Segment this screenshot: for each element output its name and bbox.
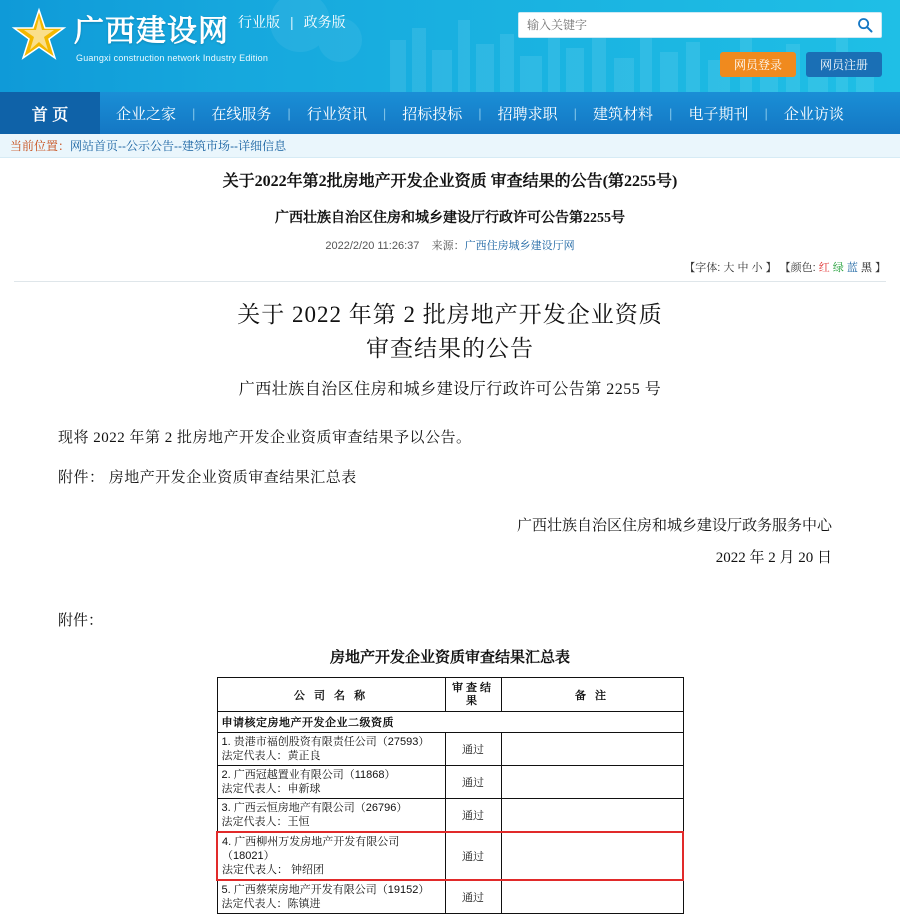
article-time: 2022/2/20 11:26:37 xyxy=(325,240,420,252)
note-cell xyxy=(501,733,683,766)
breadcrumb-item-2[interactable]: 建筑市场 xyxy=(182,139,231,153)
table-header-result: 审查结果 xyxy=(445,678,501,712)
table-section-label: 申请核定房地产开发企业二级资质 xyxy=(217,712,683,733)
result-cell: 通过 xyxy=(445,766,501,799)
nav-item-home[interactable]: 首 页 xyxy=(0,92,100,134)
results-table xyxy=(216,677,684,914)
article-header xyxy=(0,158,900,253)
company-name: 1. 贵港市福创股资有限责任公司（27593） xyxy=(221,736,430,748)
nav-item-4[interactable]: 招聘求职 xyxy=(497,105,558,123)
note-cell xyxy=(501,832,683,880)
legal-rep: 法定代表人：王恒 xyxy=(221,816,310,828)
company-name: 3. 广西云恒房地产有限公司（26796） xyxy=(221,802,408,814)
nav-item-1[interactable]: 在线服务 xyxy=(211,105,272,123)
doc-subtitle: 广西壮族自治区住房和城乡建设厅行政许可公告第 2255 号 xyxy=(238,381,662,398)
breadcrumb-sep: -- xyxy=(118,138,127,153)
breadcrumb-item-3: 详细信息 xyxy=(238,139,287,153)
fontsize-large[interactable]: 大 xyxy=(723,262,735,274)
article-body xyxy=(0,282,900,914)
nav-divider: | xyxy=(478,105,482,121)
nav-divider: | xyxy=(382,105,387,121)
main-nav xyxy=(0,92,900,134)
nav-item-2[interactable]: 行业资讯 xyxy=(306,105,367,123)
article-headline: 关于2022年第2批房地产开发企业资质 审查结果的公告(第2255号) xyxy=(222,173,678,190)
breadcrumb xyxy=(0,134,900,158)
article-source-label: 来源： xyxy=(431,240,465,252)
search-icon[interactable] xyxy=(849,13,881,37)
logo-title-cn: 广西建设网 xyxy=(74,15,229,48)
breadcrumb-sep: -- xyxy=(174,138,183,153)
article-subhead: 广西壮族自治区住房和城乡建设厅行政许可公告第2255号 xyxy=(275,211,625,226)
legal-rep: 法定代表人：陈镇进 xyxy=(221,898,321,910)
table-header-row xyxy=(217,678,683,712)
attachment-label: 附件： xyxy=(58,613,104,629)
breadcrumb-item-1[interactable]: 公示公告 xyxy=(126,139,175,153)
breadcrumb-item-0[interactable]: 网站首页 xyxy=(70,139,119,153)
breadcrumb-sep: -- xyxy=(230,138,239,153)
note-cell xyxy=(501,766,683,799)
legal-rep: 法定代表人：申新球 xyxy=(221,783,321,795)
edition-industry[interactable]: 行业版 xyxy=(238,14,280,30)
fontsize-close: 】 xyxy=(765,262,777,274)
nav-divider: | xyxy=(192,105,196,121)
logo-title-en: Guangxi construction network Industry Edition xyxy=(76,53,269,63)
doc-sign-date: 2022 年 2 月 20 日 xyxy=(715,550,832,566)
search-input[interactable] xyxy=(519,13,849,37)
nav-divider: | xyxy=(764,105,768,121)
nav-item-0[interactable]: 企业之家 xyxy=(116,105,177,123)
register-button[interactable]: 网员注册 xyxy=(806,52,882,77)
company-cell xyxy=(217,880,445,914)
table-row-highlighted xyxy=(217,832,683,880)
company-cell xyxy=(217,766,445,799)
table-row xyxy=(217,799,683,833)
note-cell xyxy=(501,880,683,914)
nav-divider: | xyxy=(573,105,578,121)
result-cell: 通过 xyxy=(445,832,501,880)
table-header-name: 公 司 名 称 xyxy=(217,678,445,712)
fontsize-medium[interactable]: 中 xyxy=(737,262,749,274)
auth-buttons xyxy=(720,52,882,77)
doc-paragraph-1: 现将 2022 年第 2 批房地产开发企业资质审查结果予以公告。 xyxy=(58,430,472,446)
edition-switcher xyxy=(238,12,346,32)
table-section-row xyxy=(217,712,683,733)
color-close: 】 xyxy=(875,262,886,274)
color-green[interactable]: 绿 xyxy=(832,262,844,274)
table-row xyxy=(217,766,683,799)
fontsize-label: 【字体: xyxy=(684,262,721,274)
legal-rep: 法定代表人： 钟绍团 xyxy=(222,864,325,876)
nav-divider: | xyxy=(287,105,291,121)
table-title: 房地产开发企业资质审查结果汇总表 xyxy=(329,650,570,666)
search-box[interactable] xyxy=(518,12,882,38)
fontsize-small[interactable]: 小 xyxy=(751,262,763,274)
legal-rep: 法定代表人：黄正良 xyxy=(221,750,321,762)
login-button[interactable]: 网员登录 xyxy=(720,52,796,77)
color-red[interactable]: 红 xyxy=(818,262,830,274)
site-logo[interactable] xyxy=(8,6,268,68)
company-name: 4. 广西柳州万发房地产开发有限公司（18021） xyxy=(222,836,400,862)
color-black[interactable]: 黑 xyxy=(860,262,872,274)
table-row xyxy=(217,733,683,766)
nav-item-5[interactable]: 建筑材料 xyxy=(593,105,654,123)
doc-title-line2: 审查结果的公告 xyxy=(366,336,534,361)
result-cell: 通过 xyxy=(445,880,501,914)
site-header xyxy=(0,0,900,92)
color-blue[interactable]: 蓝 xyxy=(846,262,858,274)
doc-paragraph-2: 附件： 房地产开发企业资质审查结果汇总表 xyxy=(58,470,357,486)
font-color-toolbar xyxy=(0,253,900,275)
result-cell: 通过 xyxy=(445,799,501,833)
nav-item-6[interactable]: 电子期刊 xyxy=(688,105,749,123)
company-name: 2. 广西冠越置业有限公司（11868） xyxy=(221,769,396,781)
table-row xyxy=(217,880,683,914)
edition-separator: | xyxy=(290,14,294,30)
doc-title-line1: 关于 2022 年第 2 批房地产开发企业资质 xyxy=(237,302,663,327)
breadcrumb-label: 当前位置： xyxy=(10,139,71,153)
nav-divider: | xyxy=(669,105,673,121)
result-cell: 通过 xyxy=(445,733,501,766)
edition-gov[interactable]: 政务版 xyxy=(303,14,346,30)
company-cell xyxy=(217,733,445,766)
note-cell xyxy=(501,799,683,833)
nav-item-7[interactable]: 企业访谈 xyxy=(783,105,844,123)
doc-signer: 广西壮族自治区住房和城乡建设厅政务服务中心 xyxy=(516,518,832,534)
company-cell xyxy=(217,832,445,880)
company-cell xyxy=(217,799,445,833)
table-header-note: 备 注 xyxy=(501,678,683,712)
company-name: 5. 广西蔡荣房地产开发有限公司（19152） xyxy=(221,884,430,896)
nav-item-3[interactable]: 招标投标 xyxy=(402,105,463,123)
article-meta xyxy=(0,237,900,253)
color-label: 【颜色: xyxy=(779,262,816,274)
star-logo-icon xyxy=(8,6,70,68)
article-source[interactable]: 广西住房城乡建设厅网 xyxy=(464,240,575,252)
